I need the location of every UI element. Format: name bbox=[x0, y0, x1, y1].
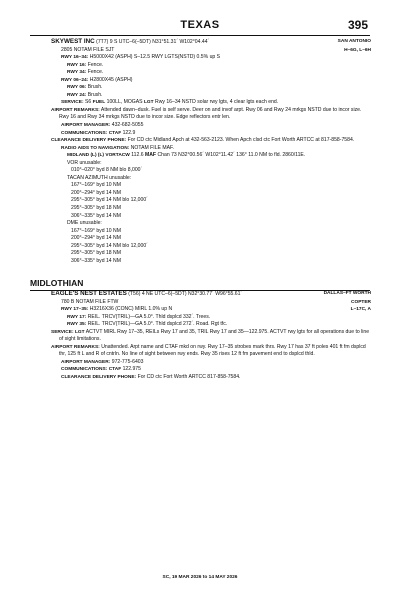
airport-remarks bbox=[51, 344, 371, 359]
vortac-line bbox=[51, 152, 371, 160]
airport-title-line bbox=[51, 290, 371, 299]
manager-label: AIRPORT MANAGER: bbox=[61, 359, 111, 365]
ctaf-frequency: 122.975 bbox=[122, 366, 141, 373]
vortac-coordinates: N32°00.56´ W102°11.42´ bbox=[178, 152, 235, 159]
clearance-label: CLEARANCE DELIVERY PHONE: bbox=[61, 375, 137, 381]
radio-aids-line bbox=[51, 145, 371, 153]
clearance-line bbox=[51, 137, 369, 145]
clearance-line bbox=[51, 374, 371, 382]
manager-line bbox=[51, 122, 371, 130]
restriction-item: 295°–305° byd 14 NM blo 12,000´ bbox=[71, 197, 148, 204]
airport-title-line bbox=[51, 38, 371, 47]
runway-end-line bbox=[51, 92, 371, 100]
airport-entry-skywest bbox=[51, 38, 371, 265]
city-heading: MIDLOTHIAN bbox=[30, 278, 84, 288]
header-divider bbox=[30, 35, 370, 36]
sectional-region: SAN ANTONIO bbox=[337, 39, 371, 44]
page-header bbox=[0, 0, 400, 40]
runway-end-text: Fence. bbox=[87, 61, 104, 68]
airport-location: 9 S UTC–6(–5DT) N31°51.31´ W102°04.44´ bbox=[109, 39, 210, 45]
airport-location: 4 NE UTC–6(–5DT) N32°30.77´ W96°55.61´ bbox=[141, 291, 243, 297]
runway-line bbox=[51, 306, 371, 314]
runway-end-line bbox=[51, 69, 371, 77]
chart-reference: L–17C, A bbox=[350, 307, 371, 313]
vortac-bearing: 136° 11.0 NM to fld. 2860/11E. bbox=[236, 152, 306, 159]
restriction-item: 200°–294° byd 14 NM bbox=[71, 235, 121, 242]
runway-end-line bbox=[51, 314, 371, 322]
restriction-item: 167°–169° byd 10 NM bbox=[71, 227, 121, 234]
communications-line bbox=[51, 130, 371, 138]
runway-end-label: RWY 35: bbox=[67, 322, 87, 328]
runway-text: H5000X42 (ASPH) S–12.5 RWY LGTS(NSTD) 0.5% up S bbox=[89, 54, 221, 61]
airport-entry-eagles-nest bbox=[51, 290, 371, 382]
dme-unusable-heading: DME unusable: bbox=[67, 220, 102, 227]
restriction-item: 010°–020° byd 8 NM blo 8,000´ bbox=[71, 167, 143, 174]
vortac-channel: Chan 73 bbox=[157, 152, 177, 159]
runway-end-label: RWY 34: bbox=[67, 70, 87, 76]
lighting-label: LGT bbox=[75, 329, 85, 335]
runway-end-label: RWY 17: bbox=[67, 314, 87, 320]
runway-end-text: REIL. TRCV(TRIL)—GA 5.0°. Thld dsplcd 272´. Road. Rgt tfc. bbox=[87, 321, 228, 328]
vor-unusable-heading: VOR unusable: bbox=[67, 159, 102, 166]
fuel-types: 100LL, MOGAS bbox=[106, 99, 143, 106]
runway-end-label: RWY 06: bbox=[67, 85, 87, 91]
service-label: SERVICE: bbox=[61, 100, 84, 106]
remarks-label: AIRPORT REMARKS: bbox=[51, 107, 100, 113]
tacan-unusable-heading: TACAN AZIMUTH unusable: bbox=[67, 174, 132, 181]
airport-name: SKYWEST INC bbox=[51, 38, 95, 45]
elevation-notam-line bbox=[51, 47, 371, 55]
runway-end-text: Brush. bbox=[87, 91, 103, 98]
runway-end-text: Brush. bbox=[87, 84, 103, 91]
runway-line bbox=[51, 54, 371, 62]
elevation-notam-line bbox=[51, 299, 371, 307]
restriction-item: 295°–305° byd 18 NM bbox=[71, 250, 121, 257]
restriction-item: 306°–335° byd 14 NM bbox=[71, 212, 121, 219]
lighting-text: ACTVT MIRL Rwy 17–35, REILs Rwy 17 and 35, TRIL Rwy 17 and 35—122.975. ACTVT rwy lgts for all operations due to line of sight limitations. bbox=[59, 328, 370, 343]
runway-end-line bbox=[51, 321, 371, 329]
manager-line bbox=[51, 359, 371, 367]
elevation-notam: 2805 NOTAM FILE SJT bbox=[61, 46, 115, 53]
runway-end-line bbox=[51, 62, 371, 70]
lighting-text: Rwy 16–34 NSTD solar rwy lgts, 4 clear lgts each end. bbox=[155, 99, 279, 106]
runway-end-label: RWY 24: bbox=[67, 92, 87, 98]
vortac-ident: MAF bbox=[145, 152, 157, 159]
restriction-item: 167°–169° byd 10 NM bbox=[71, 182, 121, 189]
manager-label: AIRPORT MANAGER: bbox=[61, 123, 111, 129]
runway-label: RWY 16–34: bbox=[61, 55, 89, 61]
service-label: SERVICE: bbox=[51, 329, 74, 335]
clearance-text: For CD ctc Midland Apch at 432-563-2123. When Apch clsd ctc Fort Worth ARTCC at 817-858-7584. bbox=[127, 137, 355, 144]
radio-aids-text: NOTAM FILE MAF. bbox=[130, 144, 174, 151]
lighting-label: LGT bbox=[144, 100, 154, 106]
chart-reference: H–6G, L–6H bbox=[344, 47, 371, 53]
vortac-label: MIDLAND (L) (L) VORTACW bbox=[67, 153, 130, 159]
remarks-label: AIRPORT REMARKS: bbox=[51, 344, 100, 350]
service-line bbox=[51, 99, 371, 107]
runway-line bbox=[51, 77, 371, 85]
restriction-item: 306°–335° byd 14 NM bbox=[71, 257, 121, 264]
page-number: 395 bbox=[347, 18, 368, 32]
remarks-text: Unattended. Arpt name and CTAF mkd on rwy. Rwy 17–35 strobes mark thrs. Rwy 17 has 37 ft poles 401 ft fm dsplcd thr, 125 ft L and R of cntrln. No line of sight between rwy ends. Rwy 35 rises 12 ft fm pavement end to dsplcd thld. bbox=[59, 343, 366, 358]
effective-dates-footer: SC, 19 MAR 2026 to 14 MAY 2026 bbox=[162, 575, 238, 580]
clearance-text: For CD ctc Fort Worth ARTCC 817-858-7584. bbox=[137, 374, 241, 381]
restriction-item: 295°–305° byd 18 NM bbox=[71, 205, 121, 212]
service-line bbox=[51, 329, 371, 344]
airport-name: EAGLE'S NEST ESTATES bbox=[51, 290, 127, 297]
ctaf-label: CTAF bbox=[108, 367, 122, 373]
state-title: TEXAS bbox=[180, 19, 220, 31]
radio-aids-label: RADIO AIDS TO NAVIGATION: bbox=[61, 145, 130, 151]
airport-id: (7T7) bbox=[96, 39, 109, 45]
runway-label: RWY 17–35: bbox=[61, 307, 89, 313]
runway-label: RWY 06–24: bbox=[61, 77, 89, 83]
restriction-item: 295°–305° byd 14 NM blo 12,000´ bbox=[71, 242, 148, 249]
ctaf-frequency: 122.9 bbox=[122, 129, 136, 136]
chart-reference-copter: COPTER bbox=[351, 299, 371, 305]
runway-end-label: RWY 16: bbox=[67, 62, 87, 68]
airport-id: (T56) bbox=[128, 291, 141, 297]
ctaf-label: CTAF bbox=[108, 130, 122, 136]
runway-end-text: Fence. bbox=[87, 69, 104, 76]
remarks-text: Attended dawn–dusk. Fuel is self serve. Deer on and invof arpt. Rwy 06 and Rwy 24 mrkgs NSTD due to incor size. Rwy 16 and Rwy 34 mrkgs NSTD due to incor size. Edge reflectors entr len. bbox=[59, 106, 362, 121]
vortac-frequency: 112.6 bbox=[131, 152, 144, 159]
runway-text: H3216X36 (CONC) MIRL 1.0% up N bbox=[89, 306, 173, 313]
manager-phone: 432-682-5055 bbox=[111, 122, 144, 129]
communications-label: COMMUNICATIONS: bbox=[61, 367, 108, 373]
elevation-notam: 780 B NOTAM FILE FTW bbox=[61, 298, 119, 305]
communications-label: COMMUNICATIONS: bbox=[61, 130, 108, 136]
airport-remarks bbox=[51, 107, 369, 122]
clearance-label: CLEARANCE DELIVERY PHONE: bbox=[51, 138, 127, 144]
communications-line bbox=[51, 366, 371, 374]
service-level: S6 bbox=[85, 99, 92, 106]
manager-phone: 972-775-6403 bbox=[111, 358, 144, 365]
runway-end-text: REIL. TRCV(TRIL)—GA 5.0°. Thld dsplcd 332´. Trees. bbox=[87, 313, 211, 320]
restriction-item: 200°–294° byd 14 NM bbox=[71, 189, 121, 196]
sectional-region: DALLAS–FT WORTH bbox=[323, 291, 371, 296]
runway-text: H2800X45 (ASPH) bbox=[89, 76, 133, 83]
runway-end-line bbox=[51, 84, 371, 92]
fuel-label: FUEL bbox=[92, 100, 106, 106]
